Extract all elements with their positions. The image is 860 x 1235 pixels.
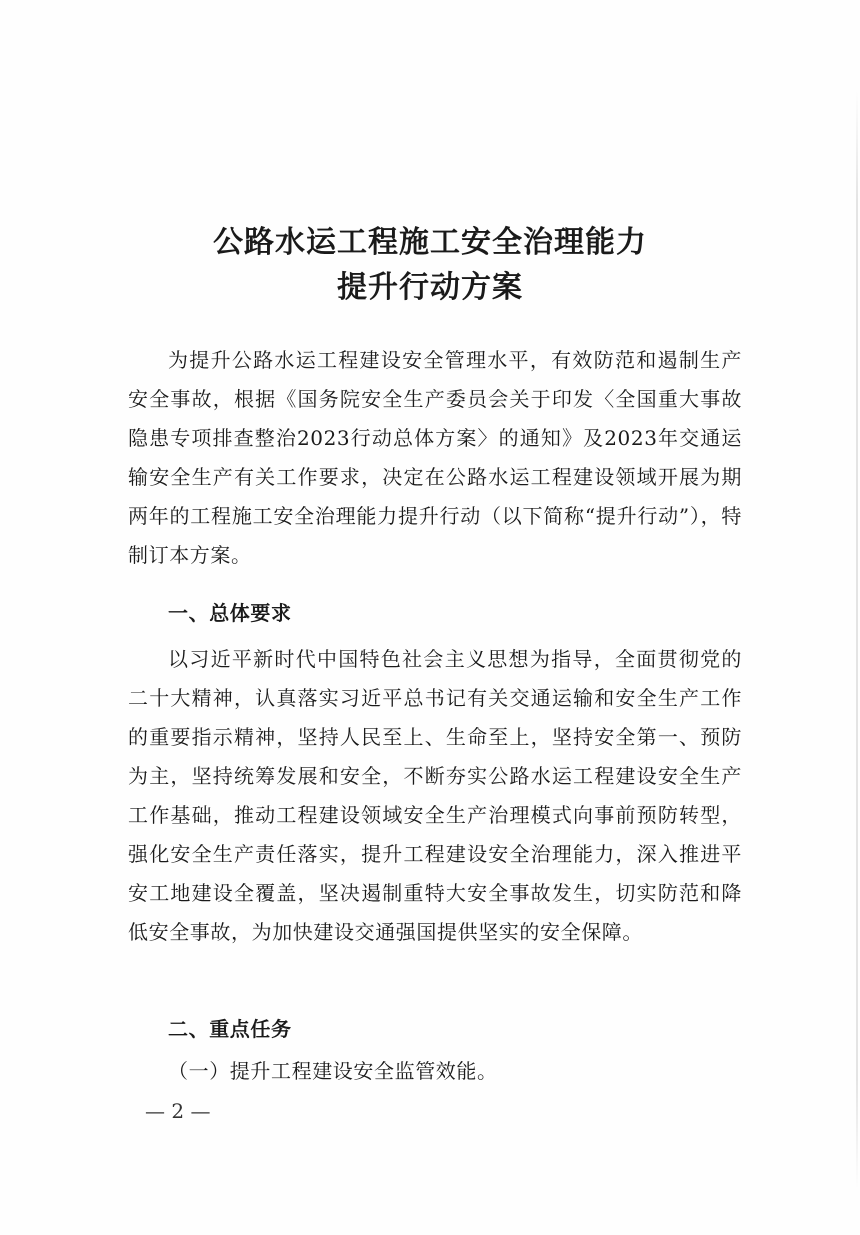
section-heading-key-tasks: 二、重点任务 [168,1017,292,1041]
section-heading-general-requirements: 一、总体要求 [168,601,292,625]
document-title-line-2: 提升行动方案 [337,270,523,305]
subsection-heading-1: （一）提升工程建设安全监管效能。 [168,1059,498,1083]
general-requirements-paragraph: 以习近平新时代中国特色社会主义思想为指导，全面贯彻党的二十大精神，认真落实习近平总书记有关交通运输和安全生产工作的重要指示精神，坚持人民至上、生命至上，坚持安全第一、预防为主，坚持统筹发展和安全，不断夯实公路水运工程建设安全生产工作基础，推动工程建设领域安全生产治理模式向事前预防转型，强化安全生产责任落实，提升工程建设安全治理能力，深入推进平安工地建设全覆盖，坚决遏制重特大安全事故发生，切实防范和降低安全事故，为加快建设交通强国提供坚实的安全保障。 [128,647,742,944]
intro-paragraph: 为提升公路水运工程建设安全管理水平，有效防范和遏制生产安全事故，根据《国务院安全生产委员会关于印发〈全国重大事故隐患专项排查整治2023行动总体方案〉的通知》及2023年交通运输安全生产有关工作要求，决定在公路水运工程建设领域开展为期两年的工程施工安全治理能力提升行动（以下简称“提升行动”），特制订本方案。 [128,348,742,567]
page-number: — 2 — [145,1099,211,1123]
document-title-line-1: 公路水运工程施工安全治理能力 [213,225,647,260]
